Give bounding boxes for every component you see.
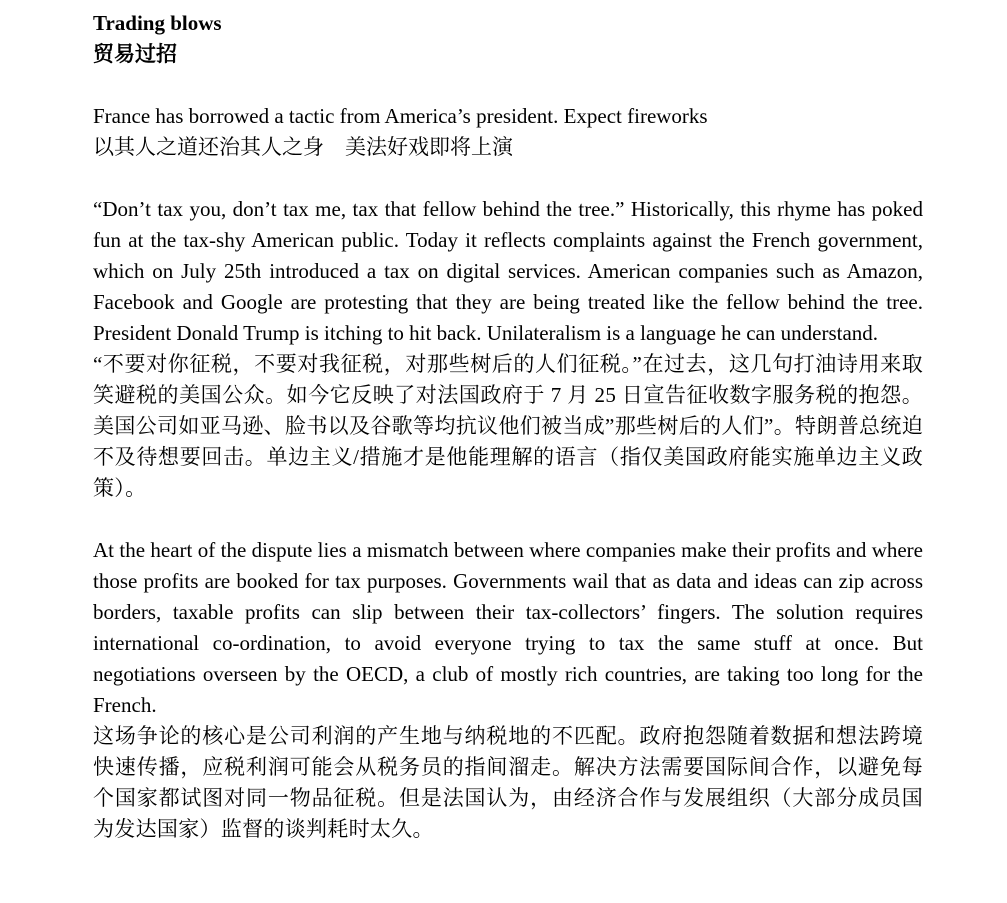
paragraph-1-zh: “不要对你征税，不要对我征税，对那些树后的人们征税。”在过去，这几句打油诗用来取笑避税的美国公众。如今它反映了对法国政府于 7 月 25 日宣告征收数字服务税的抱怨。美国公司如亚马逊、脸书以及谷歌等均抗议他们被当成”那些树后的人们”。特朗普总统迫不及待想要回击。单边主义/措施才是他能理解的语言（指仅美国政府能实施单边主义政策）。 bbox=[93, 352, 923, 500]
paragraph-2-zh: 这场争论的核心是公司利润的产生地与纳税地的不匹配。政府抱怨随着数据和想法跨境快速传播，应税利润可能会从税务员的指间溜走。解决方法需要国际间合作，以避免每个国家都试图对同一物品征税。但是法国认为，由经济合作与发展组织（大部分成员国为发达国家）监督的谈判耗时太久。 bbox=[93, 724, 923, 841]
article-subtitle-en: France has borrowed a tactic from America’s president. Expect fireworks bbox=[93, 104, 708, 128]
paragraph-2-en: At the heart of the dispute lies a mismatch between where companies make their profits and where those profits are booked for tax purposes. Governments wail that as data and ideas can zip across borders, taxable profits can slip between their tax-collectors’ fingers. The solution requires international co-ordination, to avoid everyone trying to tax the same stuff at once. But negotiations overseen by the OECD, a club of mostly rich countries, are taking too long for the French. bbox=[93, 538, 923, 717]
article-title-zh: 贸易过招 bbox=[93, 42, 177, 66]
document-page bbox=[93, 8, 923, 845]
article-subtitle-zh: 以其人之道还治其人之身 美法好戏即将上演 bbox=[93, 135, 513, 159]
spacer bbox=[93, 504, 923, 535]
spacer bbox=[93, 70, 923, 101]
paragraph-1-en: “Don’t tax you, don’t tax me, tax that fellow behind the tree.” Historically, this rhyme has poked fun at the tax-shy American public. Today it reflects complaints against the French government, which on July 25th introduced a tax on digital services. American companies such as Amazon, Facebook and Google are protesting that they are being treated like the fellow behind the tree. President Donald Trump is itching to hit back. Unilateralism is a language he can understand. bbox=[93, 197, 923, 345]
article-title-en: Trading blows bbox=[93, 11, 222, 35]
spacer bbox=[93, 163, 923, 194]
